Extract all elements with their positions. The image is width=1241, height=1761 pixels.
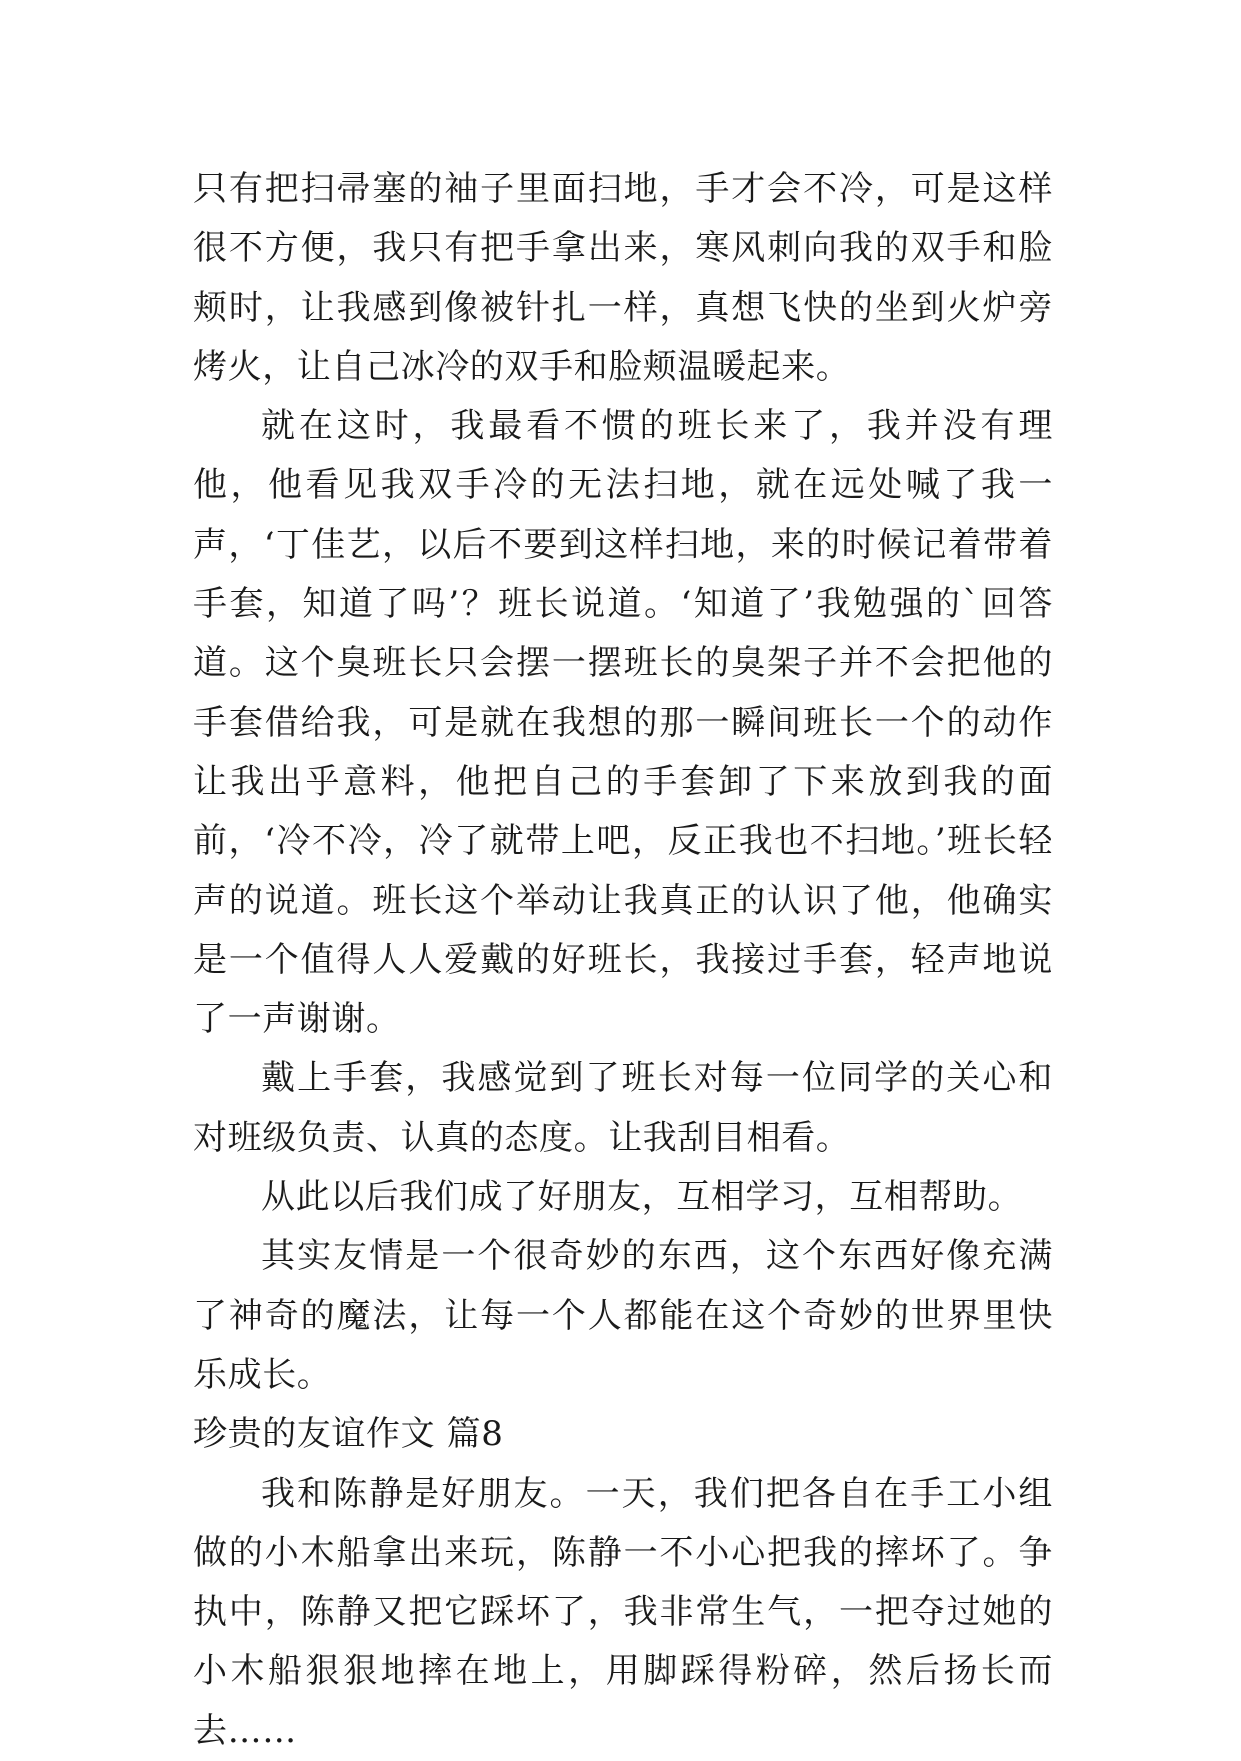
paragraph-chen-jing: 我和陈静是好朋友。一天，我们把各自在手工小组做的小木船拿出来玩，陈静一不小心把我的摔坏了。争执中，陈静又把它踩坏了，我非常生气，一把夺过她的小木船狠狠地摔在地上，用脚踩得粉碎，然后扬长而去…… [193, 1473, 1053, 1751]
paragraph-gloves: 戴上手套，我感觉到了班长对每一位同学的关心和对班级负责、认真的态度。让我刮目相看。 [193, 1058, 1053, 1158]
section-heading: 珍贵的友谊作文 篇8 [193, 1414, 504, 1455]
paragraph-friends: 从此以后我们成了好朋友，互相学习，互相帮助。 [261, 1177, 1023, 1218]
paragraph-continuation: 只有把扫帚塞的袖子里面扫地，手才会不冷，可是这样很不方便，我只有把手拿出来，寒风刺向我的双手和脸颊时，让我感到像被针扎一样，真想飞快的坐到火炉旁烤火，让自己冰冷的双手和脸颊温暖起来。 [193, 169, 1053, 387]
paragraph-monitor-arrives: 就在这时，我最看不惯的班长来了，我并没有理他，他看见我双手冷的无法扫地，就在远处喊了我一声，‘丁佳艺，以后不要到这样扫地，来的时候记着带着手套，知道了吗’？班长说道。‘知道了’我勉强的`回答道。这个臭班长只会摆一摆班长的臭架子并不会把他的手套借给我，可是就在我想的那一瞬间班长一个的动作让我出乎意料，他把自己的手套卸了下来放到我的面前，‘冷不冷，冷了就带上吧，反正我也不扫地。’班长轻声的说道。班长这个举动让我真正的认识了他，他确实是一个值得人人爱戴的好班长，我接过手套，轻声地说了一声谢谢。 [193, 406, 1053, 1040]
essay-body [193, 160, 1053, 1761]
paragraph-friendship-magic: 其实友情是一个很奇妙的东西，这个东西好像充满了神奇的魔法，让每一个人都能在这个奇妙的世界里快乐成长。 [193, 1236, 1053, 1395]
